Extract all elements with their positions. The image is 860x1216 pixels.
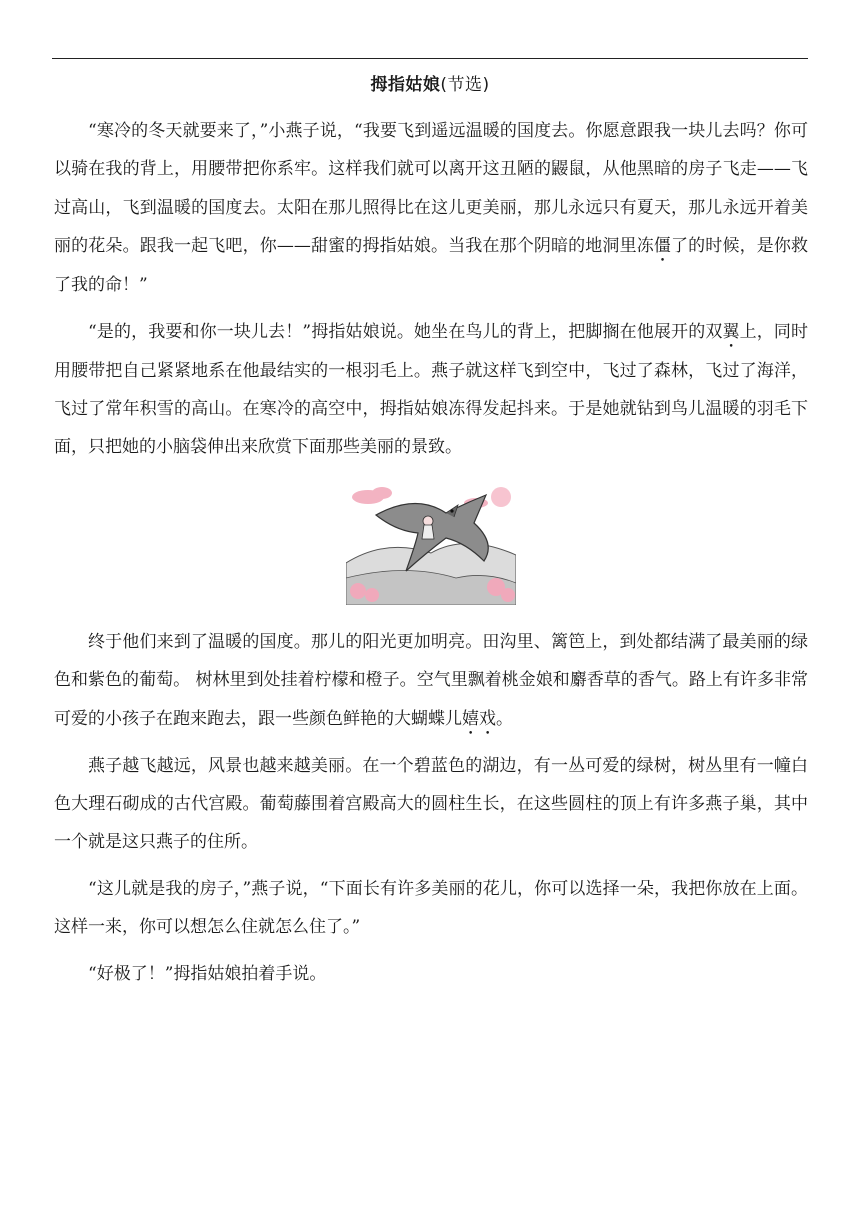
paragraph-3 <box>54 623 808 739</box>
paragraph-1-text: “寒冷的冬天就要来了，”小燕子说，“我要飞到遥远温暖的国度去。你愿意跟我一块儿去吗？你可以骑在我的背上，用腰带把你系牢。这样我们就可以离开这丑陋的鼹鼠，从他黑暗的房子飞走——飞过高山，飞到温暖的国度去。太阳在那儿照得比在这儿更美丽，那儿永远只有夏天，那儿永远开着美丽的花朵。跟我一起飞吧，你——甜蜜的拇指姑娘。当我在那个阴暗的地洞里冻 <box>54 121 808 257</box>
paragraph-3-end: 。 <box>496 708 513 729</box>
paragraph-1 <box>54 112 808 305</box>
emphasis-word: 翼 <box>722 321 740 342</box>
swallow-carrying-thumbelina-illustration <box>346 483 516 605</box>
sun-icon <box>491 487 511 507</box>
paragraph-1-end: 了的时候，是你救了我的命！” <box>54 236 809 296</box>
paragraph-2-text-b: 上，同时用腰带把自己紧紧地系在他最结实的一根羽毛上。燕子就这样飞到空中，飞过了森林，飞过了海洋，飞过了常年积雪的高山。在寒冷的高空中，拇指姑娘冻得发起抖来。于是她就钻到鸟儿温暖的羽毛下面，只把她的小脑袋伸出来欣赏下面那些美丽的景致。 <box>54 321 809 458</box>
paragraph-2 <box>54 313 808 467</box>
thumbelina-icon <box>422 516 434 539</box>
title-main: 拇指姑娘 <box>370 75 441 95</box>
emphasis-word: 僵 <box>653 236 672 257</box>
header-rule <box>52 58 808 59</box>
paragraph-2-text-a: “是的，我要和你一块儿去！”拇指姑娘说。她坐在鸟儿的背上，把脚搁在他展开的双 <box>88 321 723 342</box>
paragraph-5: “这儿就是我的房子，”燕子说，“下面长有许多美丽的花儿，你可以选择一朵，我把你放在上面。这样一来，你可以想怎么住就怎么住了。” <box>54 878 808 938</box>
title-sub: (节选) <box>440 75 490 95</box>
page-title <box>0 70 860 95</box>
paragraph-6: “好极了！”拇指姑娘拍着手说。 <box>88 963 327 984</box>
article-body <box>54 112 808 993</box>
emphasis-word: 嬉戏 <box>462 708 496 729</box>
paragraph-4: 燕子越飞越远，风景也越来越美丽。在一个碧蓝色的湖边，有一丛可爱的绿树，树丛里有一幢白色大理石砌成的古代宫殿。葡萄藤围着宫殿高大的圆柱生长，在这些圆柱的顶上有许多燕子巢，其中一个就是这只燕子的住所。 <box>54 755 808 853</box>
paragraph-3-text: 终于他们来到了温暖的国度。那儿的阳光更加明亮。田沟里、篱笆上，到处都结满了最美丽的绿色和紫色的葡萄。 树林里到处挂着柠檬和橙子。空气里飘着桃金娘和麝香草的香气。路上有许多非常可爱的小孩子在跑来跑去，跟一些颜色鲜艳的大蝴蝶儿 <box>54 631 808 729</box>
